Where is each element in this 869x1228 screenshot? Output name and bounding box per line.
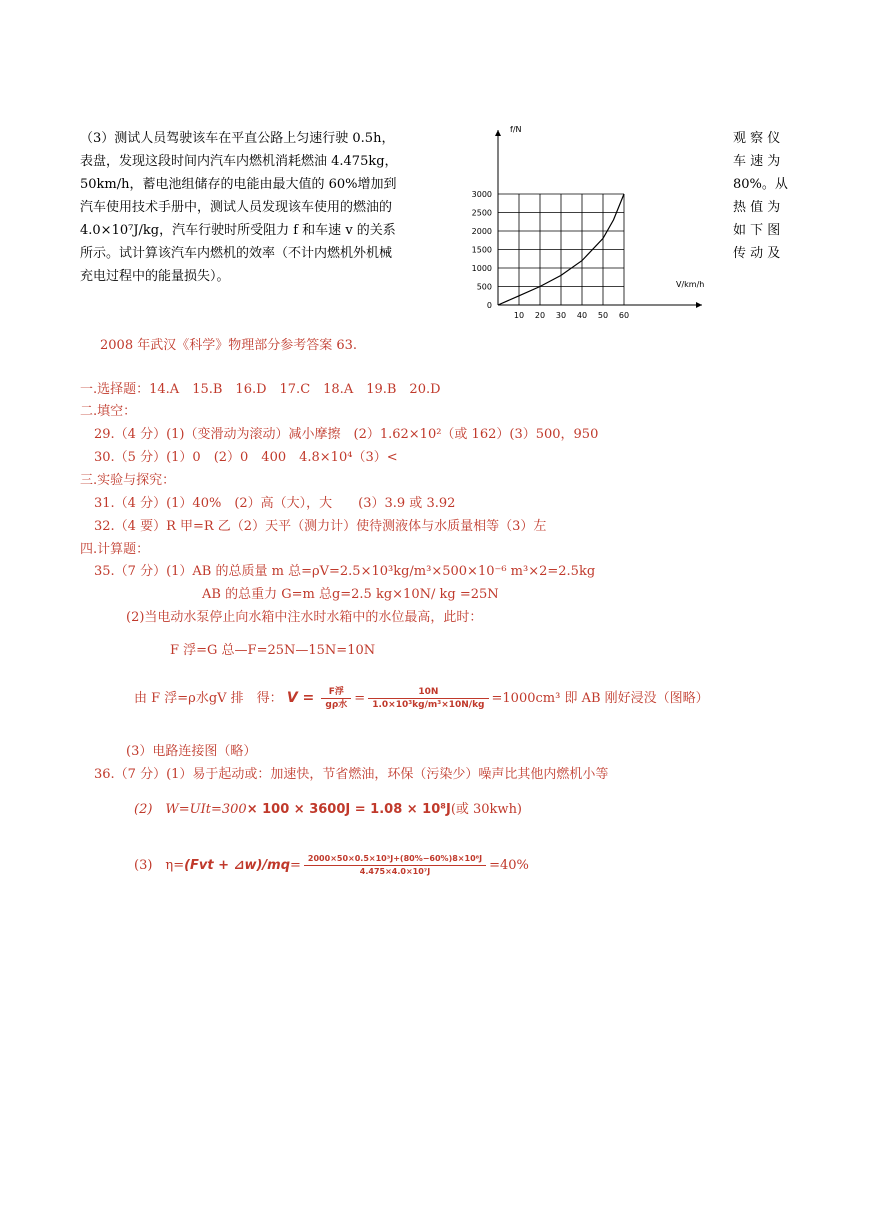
y-tick-label: 1000 bbox=[471, 264, 492, 273]
y-tick-label: 2000 bbox=[471, 227, 492, 236]
answer-35-2: AB 的总重力 G=m 总g=2.5 kg×10N/ kg =25N bbox=[202, 587, 499, 602]
fraction bbox=[304, 853, 486, 878]
question-left bbox=[80, 127, 398, 288]
section-experiment: 三.实验与探究： bbox=[80, 473, 176, 488]
question-line: 50km/h，蓄电池组储存的电能由最大值的 60%增加到 bbox=[80, 177, 397, 192]
answer-36-3 bbox=[134, 853, 529, 878]
force-speed-chart bbox=[470, 122, 715, 322]
answer-35-3: (2)当电动水泵停止向水箱中注水时水箱中的水位最高，此时： bbox=[126, 610, 483, 625]
answer-text: (2) W=UIt=300 bbox=[134, 802, 247, 817]
answers-title: 2008 年武汉《科学》物理部分参考答案 63. bbox=[100, 338, 358, 353]
answer-35-5 bbox=[134, 686, 709, 711]
question-line: 车 速 为 bbox=[733, 154, 781, 169]
x-tick-label: 30 bbox=[555, 311, 567, 320]
formula: × 100 × 3600J = 1.08 × 10⁸J bbox=[246, 802, 451, 817]
x-axis-label: V/km/h bbox=[676, 280, 705, 289]
equals: = bbox=[354, 691, 366, 706]
answer-31: 31.（4 分）(1）40% (2）高（大），大 (3）3.9 或 3.92 bbox=[94, 496, 456, 511]
formula-var: V = bbox=[286, 690, 315, 706]
formula: (Fvt + ⊿w)/mq bbox=[184, 858, 291, 873]
answer-35-6: (3）电路连接图（略） bbox=[126, 744, 257, 759]
y-axis-arrow bbox=[495, 130, 501, 136]
denominator: gρ水 bbox=[325, 700, 348, 710]
y-tick-label: 3000 bbox=[471, 190, 492, 199]
question-right bbox=[733, 127, 788, 265]
answer-35-1: 35.（7 分）(1）AB 的总质量 m 总=ρV=2.5×10³kg/m³×500×10⁻⁶ m³×2=2.5kg bbox=[94, 564, 596, 579]
numerator: 10N bbox=[368, 686, 488, 699]
equals: = bbox=[290, 858, 301, 873]
answer-30: 30.（5 分）(1）0 (2）0 400 4.8×10⁴（3）< bbox=[94, 450, 398, 465]
denominator: 4.475×4.0×10⁷J bbox=[359, 867, 431, 876]
chart-axes bbox=[495, 130, 705, 308]
answer-29: 29.（4 分）(1)（变滑动为滚动）减小摩擦 (2）1.62×10²（或 162）(3）500，950 bbox=[94, 427, 599, 442]
question-line: 如 下 图 bbox=[733, 223, 781, 238]
x-tick-label: 50 bbox=[597, 311, 609, 320]
y-tick-label: 2500 bbox=[471, 208, 492, 218]
chart-grid bbox=[498, 194, 624, 305]
question-line: 传 动 及 bbox=[733, 246, 781, 261]
x-tick-label: 60 bbox=[618, 311, 630, 320]
section-fill: 二.填空： bbox=[80, 404, 137, 419]
y-tick-label: 500 bbox=[476, 282, 492, 292]
answer-mc: 一.选择题：14.A 15.B 16.D 17.C 18.A 19.B 20.D bbox=[80, 382, 441, 397]
fraction bbox=[321, 686, 351, 711]
question-line: 4.0×10⁷J/kg，汽车行驶时所受阻力 f 和车速 v 的关系 bbox=[80, 223, 396, 238]
y-tick-label: 1500 bbox=[471, 245, 492, 255]
answer-text: (或 30kwh) bbox=[450, 802, 523, 817]
section-calc: 四.计算题： bbox=[80, 542, 150, 557]
numerator: F浮 bbox=[321, 686, 351, 699]
answer-text: 由 F 浮=ρ水gV 排 得： bbox=[134, 691, 283, 706]
x-tick-label: 20 bbox=[534, 311, 546, 320]
answer-36-1: 36.（7 分）(1）易于起动或：加速快，节省燃油，环保（污染少）噪声比其他内燃机小等 bbox=[94, 767, 609, 782]
question-line: 所示。试计算该汽车内燃机的效率（不计内燃机外机械 bbox=[80, 246, 393, 261]
question-line: 表盘，发现这段时间内汽车内燃机消耗燃油 4.475kg， bbox=[80, 154, 398, 169]
y-axis-label: f/N bbox=[510, 125, 522, 134]
answer-35-4: F 浮=G 总—F=25N—15N=10N bbox=[170, 643, 376, 658]
answer-32: 32.（4 要）R 甲=R 乙（2）天平（测力计）使待测液体与水质量相等（3）左 bbox=[94, 519, 547, 534]
x-tick-label: 10 bbox=[513, 311, 525, 320]
answer-text: =40% bbox=[489, 858, 529, 873]
question-line: 观 察 仪 bbox=[733, 131, 781, 146]
denominator: 1.0×10³kg/m³×10N/kg bbox=[372, 700, 485, 710]
question-line: 热 值 为 bbox=[733, 200, 781, 215]
fraction bbox=[368, 686, 488, 711]
question-line: 80%。从 bbox=[733, 177, 788, 192]
answer-text: (3) η= bbox=[134, 858, 185, 873]
answer-text: =1000cm³ 即 AB 刚好浸没（图略） bbox=[491, 691, 709, 706]
x-tick-label: 40 bbox=[576, 311, 588, 320]
question-line: 汽车使用技术手册中，测试人员发现该车使用的燃油的 bbox=[80, 200, 393, 215]
chart-ticks bbox=[472, 190, 629, 320]
answer-36-2 bbox=[134, 799, 522, 821]
question-line: 充电过程中的能量损失）。 bbox=[80, 269, 230, 284]
y-tick-label: 0 bbox=[486, 301, 492, 310]
numerator: 2000×50×0.5×10³J+(80%−60%)8×10⁸J bbox=[304, 853, 486, 866]
x-axis-arrow bbox=[696, 302, 702, 308]
question-line: （3）测试人员驾驶该车在平直公路上匀速行驶 0.5h， bbox=[80, 131, 395, 146]
